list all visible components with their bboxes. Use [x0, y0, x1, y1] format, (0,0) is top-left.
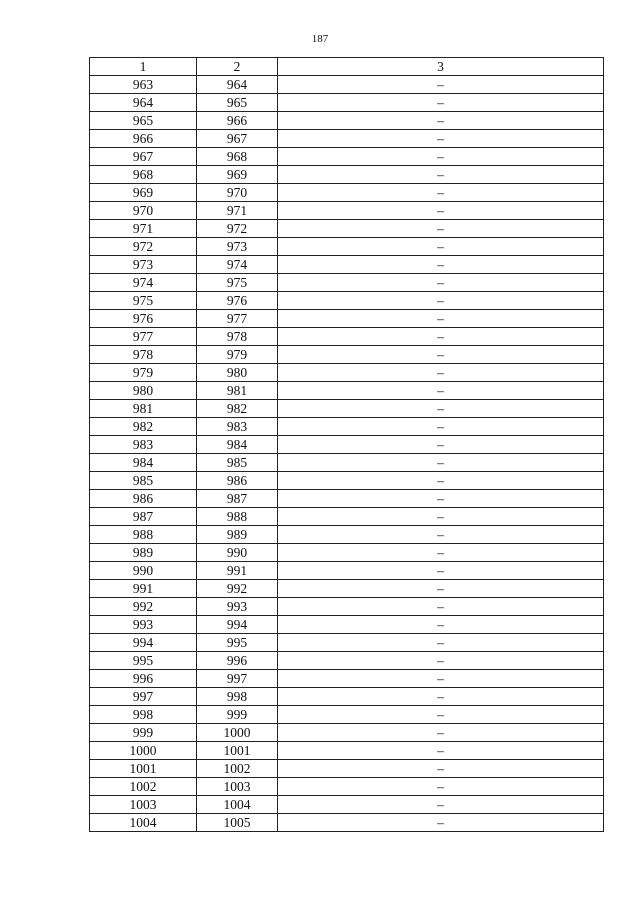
table-row: [90, 94, 604, 112]
table-cell-col-1: 993: [90, 616, 197, 634]
table-cell-col-1: 1002: [90, 778, 197, 796]
header-row: [90, 58, 604, 76]
table-row: [90, 112, 604, 130]
table-row: [90, 670, 604, 688]
table-row: [90, 310, 604, 328]
table-cell-col-3: –: [278, 760, 604, 778]
table-cell-col-2: 1005: [197, 814, 278, 832]
table-cell-col-1: 972: [90, 238, 197, 256]
table-cell-col-2: 994: [197, 616, 278, 634]
table-cell-col-2: 998: [197, 688, 278, 706]
table-row: [90, 544, 604, 562]
table-cell-col-3: –: [278, 454, 604, 472]
table-row: [90, 490, 604, 508]
table-cell-col-3: –: [278, 328, 604, 346]
table-cell-col-3: –: [278, 418, 604, 436]
table-cell-col-3: –: [278, 148, 604, 166]
table-cell-col-3: –: [278, 490, 604, 508]
table-row: [90, 256, 604, 274]
table-cell-col-1: 1003: [90, 796, 197, 814]
table-row: [90, 418, 604, 436]
data-table: [89, 57, 604, 832]
table-cell-col-2: 1002: [197, 760, 278, 778]
table-cell-col-3: –: [278, 724, 604, 742]
table-cell-col-2: 980: [197, 364, 278, 382]
table-cell-col-2: 984: [197, 436, 278, 454]
table-row: [90, 292, 604, 310]
table-cell-col-1: 984: [90, 454, 197, 472]
table-row: [90, 202, 604, 220]
table-cell-col-3: –: [278, 382, 604, 400]
table-cell-col-2: 986: [197, 472, 278, 490]
table-cell-col-3: –: [278, 112, 604, 130]
table-cell-col-1: 992: [90, 598, 197, 616]
table-row: [90, 688, 604, 706]
table-cell-col-1: 985: [90, 472, 197, 490]
table-cell-col-1: 983: [90, 436, 197, 454]
table-row: [90, 778, 604, 796]
table-cell-col-1: 968: [90, 166, 197, 184]
table-row: [90, 616, 604, 634]
table-cell-col-2: 976: [197, 292, 278, 310]
table-cell-col-1: 1004: [90, 814, 197, 832]
table-cell-col-3: –: [278, 220, 604, 238]
table-row: [90, 328, 604, 346]
table-cell-col-3: –: [278, 796, 604, 814]
table-cell-col-3: –: [278, 508, 604, 526]
table-row: [90, 274, 604, 292]
table-cell-col-3: –: [278, 616, 604, 634]
table-row: [90, 508, 604, 526]
table-row: [90, 562, 604, 580]
table-row: [90, 760, 604, 778]
table-cell-col-2: 975: [197, 274, 278, 292]
table-cell-col-1: 967: [90, 148, 197, 166]
table-cell-col-2: 972: [197, 220, 278, 238]
table-cell-col-3: –: [278, 544, 604, 562]
table-cell-col-3: –: [278, 76, 604, 94]
table-cell-col-3: –: [278, 310, 604, 328]
table-cell-col-1: 989: [90, 544, 197, 562]
table-cell-col-2: 1004: [197, 796, 278, 814]
table-cell-col-2: 993: [197, 598, 278, 616]
table-row: [90, 796, 604, 814]
table-row: [90, 598, 604, 616]
table-cell-col-2: 982: [197, 400, 278, 418]
table-cell-col-2: 971: [197, 202, 278, 220]
table-cell-col-1: 1001: [90, 760, 197, 778]
table-row: [90, 652, 604, 670]
table-cell-col-1: 1000: [90, 742, 197, 760]
table-cell-col-3: –: [278, 526, 604, 544]
table-cell-col-2: 969: [197, 166, 278, 184]
table-cell-col-3: –: [278, 274, 604, 292]
table-cell-col-1: 998: [90, 706, 197, 724]
table-cell-col-3: –: [278, 670, 604, 688]
table-row: [90, 148, 604, 166]
column-header-1: 1: [90, 58, 197, 76]
table-cell-col-1: 995: [90, 652, 197, 670]
table-cell-col-1: 987: [90, 508, 197, 526]
table-row: [90, 166, 604, 184]
table-row: [90, 472, 604, 490]
table-cell-col-1: 970: [90, 202, 197, 220]
table-cell-col-3: –: [278, 292, 604, 310]
table-cell-col-2: 1001: [197, 742, 278, 760]
table-cell-col-1: 990: [90, 562, 197, 580]
table-row: [90, 382, 604, 400]
table-cell-col-3: –: [278, 130, 604, 148]
table-cell-col-3: –: [278, 778, 604, 796]
table-cell-col-2: 974: [197, 256, 278, 274]
table-cell-col-3: –: [278, 166, 604, 184]
table-row: [90, 400, 604, 418]
table-cell-col-1: 980: [90, 382, 197, 400]
table-cell-col-2: 989: [197, 526, 278, 544]
table-row: [90, 526, 604, 544]
table-cell-col-3: –: [278, 94, 604, 112]
table-cell-col-3: –: [278, 346, 604, 364]
table-cell-col-3: –: [278, 580, 604, 598]
table-row: [90, 346, 604, 364]
table-cell-col-1: 978: [90, 346, 197, 364]
table-cell-col-2: 983: [197, 418, 278, 436]
table-cell-col-1: 964: [90, 94, 197, 112]
table-cell-col-2: 988: [197, 508, 278, 526]
table-cell-col-3: –: [278, 184, 604, 202]
table-cell-col-3: –: [278, 202, 604, 220]
table-cell-col-1: 974: [90, 274, 197, 292]
table-cell-col-2: 966: [197, 112, 278, 130]
table-cell-col-1: 991: [90, 580, 197, 598]
table-cell-col-3: –: [278, 364, 604, 382]
column-header-3: 3: [278, 58, 604, 76]
table-row: [90, 130, 604, 148]
table-cell-col-3: –: [278, 634, 604, 652]
table-cell-col-2: 973: [197, 238, 278, 256]
table-body: [90, 76, 604, 832]
table-cell-col-3: –: [278, 742, 604, 760]
table-cell-col-2: 990: [197, 544, 278, 562]
table-cell-col-1: 979: [90, 364, 197, 382]
table-cell-col-1: 966: [90, 130, 197, 148]
page-number: 187: [311, 33, 329, 45]
table-cell-col-3: –: [278, 598, 604, 616]
table-cell-col-1: 976: [90, 310, 197, 328]
table-row: [90, 814, 604, 832]
table-cell-col-1: 994: [90, 634, 197, 652]
table-cell-col-3: –: [278, 436, 604, 454]
table-cell-col-3: –: [278, 472, 604, 490]
table-cell-col-3: –: [278, 706, 604, 724]
table-cell-col-1: 977: [90, 328, 197, 346]
table-cell-col-2: 997: [197, 670, 278, 688]
table-row: [90, 220, 604, 238]
table-cell-col-1: 969: [90, 184, 197, 202]
table-row: [90, 580, 604, 598]
table-cell-col-2: 979: [197, 346, 278, 364]
table-cell-col-2: 999: [197, 706, 278, 724]
table-row: [90, 184, 604, 202]
table-cell-col-3: –: [278, 814, 604, 832]
table-cell-col-1: 982: [90, 418, 197, 436]
column-header-2: 2: [197, 58, 278, 76]
table-cell-col-2: 995: [197, 634, 278, 652]
table-cell-col-1: 988: [90, 526, 197, 544]
table-cell-col-1: 981: [90, 400, 197, 418]
table-cell-col-2: 1003: [197, 778, 278, 796]
table-row: [90, 238, 604, 256]
table-cell-col-2: 991: [197, 562, 278, 580]
table-cell-col-2: 1000: [197, 724, 278, 742]
table-cell-col-2: 992: [197, 580, 278, 598]
table-cell-col-2: 968: [197, 148, 278, 166]
table-cell-col-1: 971: [90, 220, 197, 238]
table-cell-col-3: –: [278, 652, 604, 670]
table-cell-col-3: –: [278, 400, 604, 418]
table-cell-col-1: 965: [90, 112, 197, 130]
table-cell-col-2: 978: [197, 328, 278, 346]
table-cell-col-1: 963: [90, 76, 197, 94]
table-cell-col-1: 996: [90, 670, 197, 688]
table-cell-col-1: 986: [90, 490, 197, 508]
table-cell-col-1: 999: [90, 724, 197, 742]
table-row: [90, 364, 604, 382]
table-header: [90, 58, 604, 76]
table-cell-col-3: –: [278, 256, 604, 274]
table-cell-col-2: 981: [197, 382, 278, 400]
table-cell-col-3: –: [278, 562, 604, 580]
table-cell-col-2: 996: [197, 652, 278, 670]
table-cell-col-3: –: [278, 238, 604, 256]
table-row: [90, 706, 604, 724]
table-cell-col-2: 970: [197, 184, 278, 202]
table-cell-col-2: 985: [197, 454, 278, 472]
table-cell-col-1: 975: [90, 292, 197, 310]
table-cell-col-3: –: [278, 688, 604, 706]
table-row: [90, 454, 604, 472]
table-row: [90, 436, 604, 454]
table-row: [90, 742, 604, 760]
table-row: [90, 76, 604, 94]
table-cell-col-2: 965: [197, 94, 278, 112]
table-cell-col-2: 967: [197, 130, 278, 148]
table-cell-col-2: 987: [197, 490, 278, 508]
table-cell-col-1: 973: [90, 256, 197, 274]
table-cell-col-2: 977: [197, 310, 278, 328]
table-cell-col-1: 997: [90, 688, 197, 706]
table-cell-col-2: 964: [197, 76, 278, 94]
table-row: [90, 634, 604, 652]
table-row: [90, 724, 604, 742]
